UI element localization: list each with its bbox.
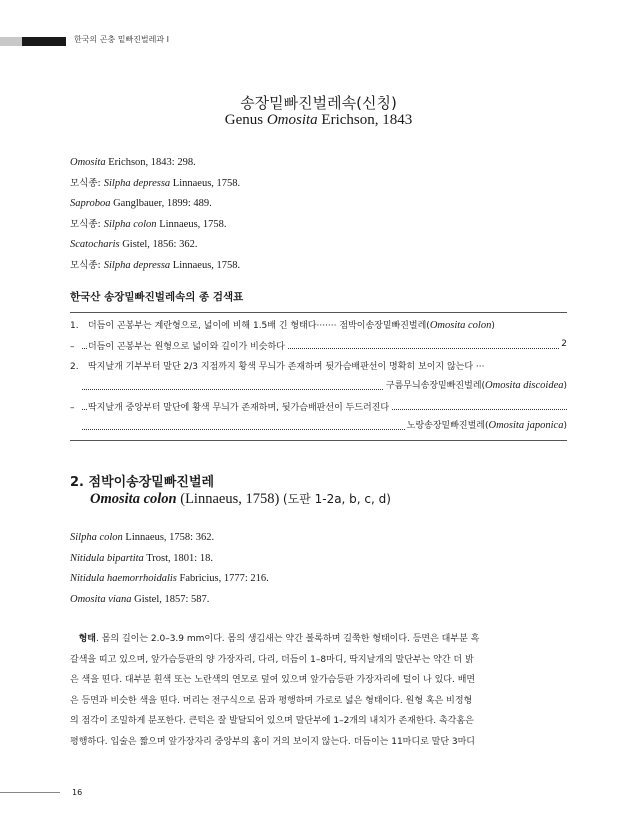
page-number: 16 <box>72 788 83 797</box>
synonym-line: 모식종: Silpha depressa Linnaeus, 1758. <box>70 177 241 189</box>
species-name-line: Omosita colon (Linnaeus, 1758) (도판 1-2a, b, c, d) <box>90 491 391 507</box>
key-line-4: 구름무늬송장밑빠진벌레(Omosita discoidea) <box>385 380 567 391</box>
synonym-line: Omosita Erichson, 1843: 298. <box>70 157 196 168</box>
key-top-rule <box>70 312 567 313</box>
key-title: 한국산 송장밑빠진벌레속의 종 검색표 <box>70 291 244 303</box>
key-line-2-end: 2 <box>561 339 567 349</box>
running-header: 한국의 곤충 밑빠진벌레과 I <box>74 35 169 44</box>
body-line: 평행하다. 입술은 짧으며 앞가장자리 중앙부의 홈이 거의 보이지 않는다. 더듬이는 11마디로 말단 3마디 <box>70 736 475 747</box>
key-line-6: 노랑송장밑빠진벌레(Omosita japonica) <box>406 420 567 431</box>
synonym-line: Scatocharis Gistel, 1856: 362. <box>70 239 198 250</box>
genus-synonym-list <box>70 153 240 276</box>
key-line-3: 2. 딱지날개 기부부터 말단 2/3 지점까지 황색 무늬가 존재하며 뒷가슴배판선이 명확히 보이지 않는다 ··· <box>70 362 485 372</box>
body-line: 은 등면과 비슷한 색을 띤다. 머리는 전구식으로 몸과 평행하며 가로로 넓은 형태이다. 원형 혹은 비정형 <box>70 695 473 706</box>
body-line: 갈색을 띠고 있으며, 앞가슴등판의 양 가장자리, 다리, 더듬이 1–8마디, 딱지날개의 말단부는 약간 더 밝 <box>70 654 474 665</box>
species-heading: 2. 점박이송장밑빠진벌레 <box>70 475 215 490</box>
header-bar-black <box>22 37 66 46</box>
synonym-line: Nitidula bipartita Trost, 1801: 18. <box>70 552 213 564</box>
synonym-line: 모식종: Silpha colon Linnaeus, 1758. <box>70 218 227 230</box>
description-paragraph <box>70 629 567 752</box>
footer-rule <box>0 792 60 793</box>
key-line-5: – 딱지날개 중앙부터 말단에 황색 무늬가 존재하며, 뒷가슴배판선이 두드러진다 <box>70 403 390 413</box>
synonym-line: Nitidula haemorrhoidalis Fabricius, 1777: 216. <box>70 573 269 584</box>
genus-title-latin: Genus Omosita Erichson, 1843 <box>224 112 413 128</box>
key-line-2: – 더듬이 곤봉부는 원형으로 넓이와 길이가 비슷하다 <box>70 342 285 352</box>
synonym-line: Omosita viana Gistel, 1857: 587. <box>70 593 210 605</box>
synonym-line: Saproboa Ganglbauer, 1899: 489. <box>70 198 212 209</box>
body-line: 은 색을 띤다. 대부분 흰색 또는 노란색의 연모로 덮여 있으며 앞가슴등판 가장자리에 털이 나 있다. 배면 <box>70 675 476 685</box>
species-synonym-list <box>70 528 269 610</box>
description-label: 형태 <box>78 634 96 644</box>
header-bar-gray <box>0 37 22 46</box>
body-line: 형태. 몸의 길이는 2.0–3.9 mm이다. 몸의 생김새는 약간 볼록하며 길쭉한 형태이다. 등면은 대부분 흑 <box>78 634 480 644</box>
body-line: 의 점각이 조밀하게 분포한다. 큰턱은 잘 발달되어 있으며 말단부에 1–2개의 내치가 존재한다. 촉각홈은 <box>70 716 474 726</box>
synonym-line: 모식종: Silpha depressa Linnaeus, 1758. <box>70 259 241 271</box>
synonym-line: Silpha colon Linnaeus, 1758: 362. <box>70 532 215 543</box>
key-bottom-rule <box>70 440 567 441</box>
genus-title-korean: 송장밑빠진벌레속(신칭) <box>240 94 397 112</box>
key-line-1: 1. 더듬이 곤봉부는 계란형으로, 넓이에 비해 1.5배 긴 형태다······· 점박이송장밑빠진벌레(Omosita colon) <box>70 320 495 331</box>
